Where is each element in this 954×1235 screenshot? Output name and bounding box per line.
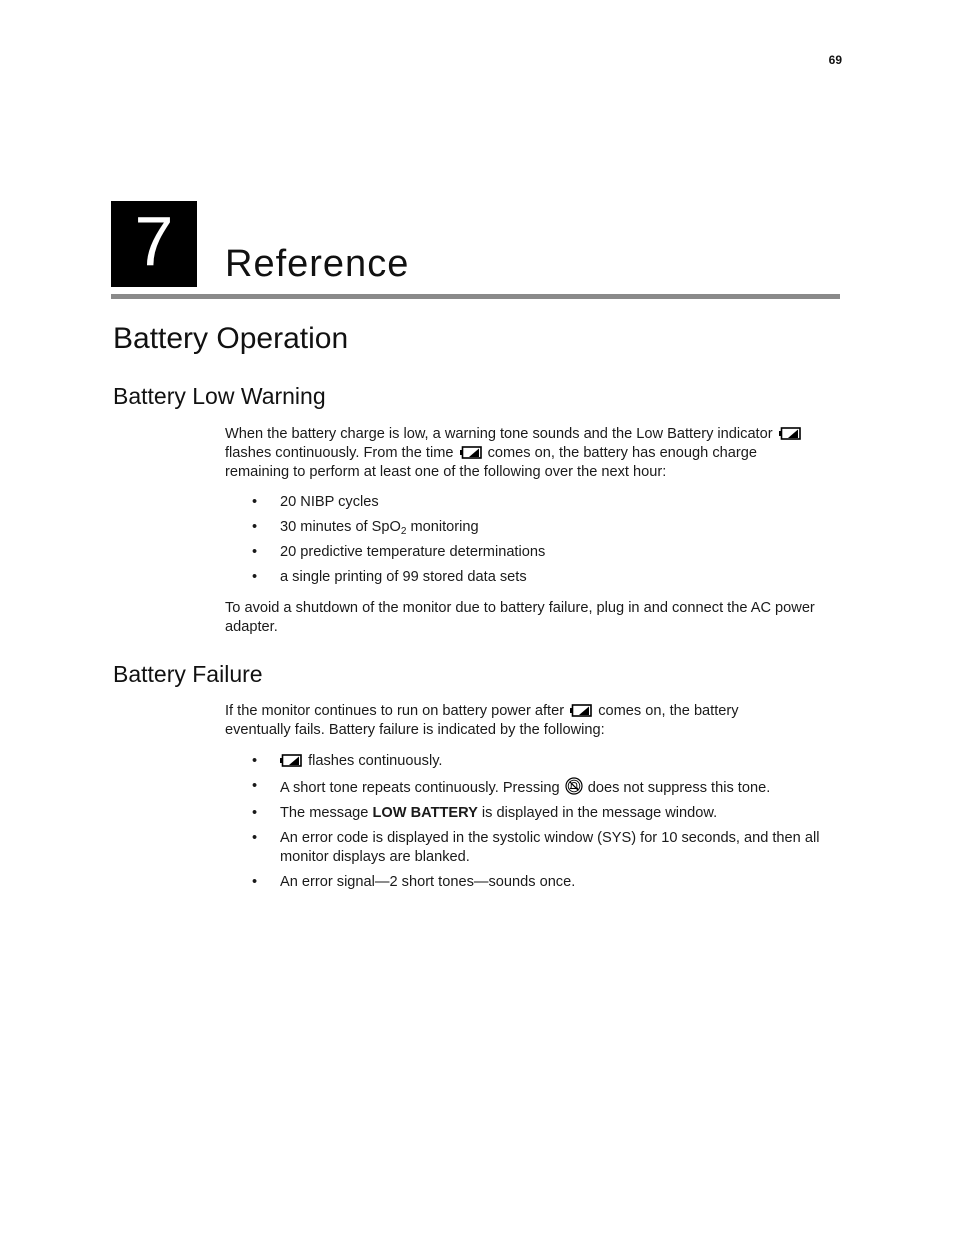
low-warning-text-4: remaining to perform at least one of the following over the next hour:: [225, 464, 667, 480]
low-battery-message: LOW BATTERY: [372, 805, 478, 821]
subsection-heading-low-warning: Battery Low Warning: [113, 383, 326, 409]
list-item: • a single printing of 99 stored data sets: [252, 569, 527, 585]
page-number: 69: [828, 53, 842, 67]
chapter-title: Reference: [225, 243, 410, 285]
low-warning-advice: To avoid a shutdown of the monitor due to battery failure, plug in and connect the AC power adapter.: [225, 600, 815, 635]
low-warning-text-2: flashes continuously. From the time: [225, 445, 454, 461]
subsection-heading-failure: Battery Failure: [113, 661, 263, 687]
failure-text-3: eventually fails. Battery failure is indicated by the following:: [225, 722, 605, 738]
failure-text-2: comes on, the battery: [598, 703, 739, 719]
failure-list: [252, 752, 852, 892]
low-warning-text-1: When the battery charge is low, a warning tone sounds and the Low Battery indicator: [225, 426, 773, 442]
list-item: • 20 predictive temperature determinations: [252, 544, 546, 560]
failure-paragraph: [225, 702, 845, 740]
list-item: • An error code is displayed in the systolic window (SYS) for 10 seconds, and then all monitor displays are blanked.: [252, 830, 820, 865]
list-item: • 30 minutes of SpO$_2$ monitoring: [252, 519, 479, 537]
list-item: • The message LOW BATTERY is displayed in the message window.: [252, 805, 718, 821]
low-battery-icon: [280, 754, 302, 767]
low-battery-icon: [779, 427, 801, 440]
low-warning-list: [252, 493, 852, 587]
list-item: • An error signal—2 short tones—sounds once.: [252, 874, 576, 890]
chapter-number-box: 7: [111, 201, 197, 287]
low-warning-text-3: comes on, the battery has enough charge: [487, 445, 757, 461]
list-item: • flashes continuously.: [252, 753, 443, 769]
alarm-silence-icon: [565, 777, 583, 795]
chapter-divider: [111, 294, 840, 299]
section-title: Battery Operation: [113, 322, 349, 355]
low-battery-icon: [570, 704, 592, 717]
low-warning-paragraph: [225, 425, 845, 482]
list-item: • 20 NIBP cycles: [252, 494, 379, 510]
low-battery-icon: [460, 446, 482, 459]
failure-text-1: If the monitor continues to run on battery power after: [225, 703, 565, 719]
list-item: • A short tone repeats continuously. Pressing does not suppress this tone.: [252, 778, 771, 796]
